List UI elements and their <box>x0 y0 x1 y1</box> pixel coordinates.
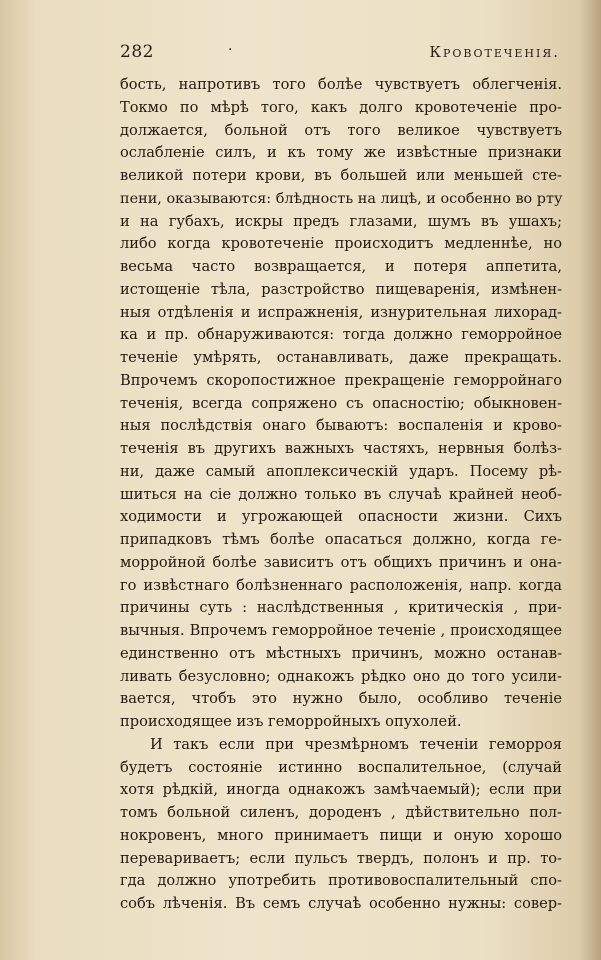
text-line: ливать безусловно; однакожъ рѣдко оно до того усили- <box>120 667 562 685</box>
text-line: теченія въ другихъ важныхъ частяхъ, нервныя болѣз- <box>120 440 562 457</box>
text-line: будетъ состояніе истинно воспалительное, (случай <box>120 758 562 776</box>
paragraph-end-line: происходящее изъ геморройныхъ опухолей. <box>120 713 462 730</box>
text-line: пени, оказываются: блѣдность на лицѣ, и особенно во рту <box>120 190 563 207</box>
text-line: томъ больной силенъ, дороденъ , дѣйствительно пол- <box>120 804 562 821</box>
text-line: Токмо по мѣрѣ того, какъ долго кровотеченіе про- <box>120 98 562 116</box>
text-line: либо когда кровотеченіе происходитъ медленнѣе, но <box>120 235 562 253</box>
page-body <box>120 74 562 916</box>
text-line: истощеніе тѣла, разстройство пищеваренія, измѣнен- <box>120 280 562 298</box>
text-line: ослабленіе силъ, и къ тому же извѣстные признаки <box>120 144 562 162</box>
text-line: великой потери крови, въ большей или меньшей сте- <box>120 167 562 184</box>
text-line: вается, чтобъ это нужно было, особливо теченіе <box>120 690 562 708</box>
text-line: хотя рѣдкій, иногда однакожъ замѣчаемый); если при <box>120 781 562 799</box>
text-line: Впрочемъ скоропостижное прекращеніе геморройнаго <box>120 371 562 389</box>
text-line: ка и пр. обнаруживаются: тогда должно геморройное <box>120 326 562 344</box>
text-line: теченія, всегда сопряжено съ опасностію; обыкновен- <box>120 394 562 412</box>
text-line: ходимости и угрожающей опасности жизни. Сихъ <box>120 508 562 526</box>
text-line: весьма часто возвращается, и потеря аппетита, <box>120 258 562 275</box>
text-line: причины суть : наслѣдственныя , критическія , при- <box>120 599 562 617</box>
text-line: единственно отъ мѣстныхъ причинъ, можно останав- <box>120 644 562 662</box>
text-line: и на губахъ, искры предъ глазами, шумъ въ ушахъ; <box>120 212 562 230</box>
header-ornament: · <box>228 42 233 58</box>
text-line: припадковъ тѣмъ болѣе опасаться должно, когда ге- <box>120 531 562 548</box>
text-line: ни, даже самый апоплексическій ударъ. Посему рѣ- <box>120 462 562 480</box>
text-line: гда должно употребить противовоспалительный спо- <box>120 872 562 890</box>
text-line: собъ лѣченія. Въ семъ случаѣ особенно нужны: совер- <box>120 895 562 912</box>
paragraph-start-line: И такъ если при чрезмѣрномъ теченіи геморроя <box>150 735 562 753</box>
text-line: ныя отдѣленія и испражненія, изнурительная лихорад- <box>120 303 562 321</box>
page-edge-shadow <box>579 0 601 960</box>
text-line: ныя послѣдствія онаго бываютъ: воспаленія и крово- <box>120 417 562 435</box>
text-line: морройной болѣе зависитъ отъ общихъ причинъ и она- <box>120 553 562 571</box>
text-line: должается, больной отъ того великое чувствуетъ <box>120 121 562 139</box>
text-line: вычныя. Впрочемъ геморройное теченіе , происходящее <box>120 622 562 639</box>
text-line: нокровенъ, много принимаетъ пищи и оную хорошо <box>120 826 562 844</box>
text-line: теченіе умѣрять, останавливать, даже прекращать. <box>120 349 562 366</box>
text-line: шиться на сіе должно только въ случаѣ крайней необ- <box>120 485 562 503</box>
page-number: 282 <box>120 42 154 62</box>
text-line: бость, напротивъ того болѣе чувствуетъ облегченія. <box>120 76 562 93</box>
running-title: Кровотеченія. <box>429 43 560 61</box>
text-line: перевариваетъ; если пульсъ твердъ, полонъ и пр. то- <box>120 849 562 867</box>
text-line: го извѣстнаго болѣзненнаго расположенія, напр. когда <box>120 576 562 594</box>
page-header <box>120 42 560 68</box>
